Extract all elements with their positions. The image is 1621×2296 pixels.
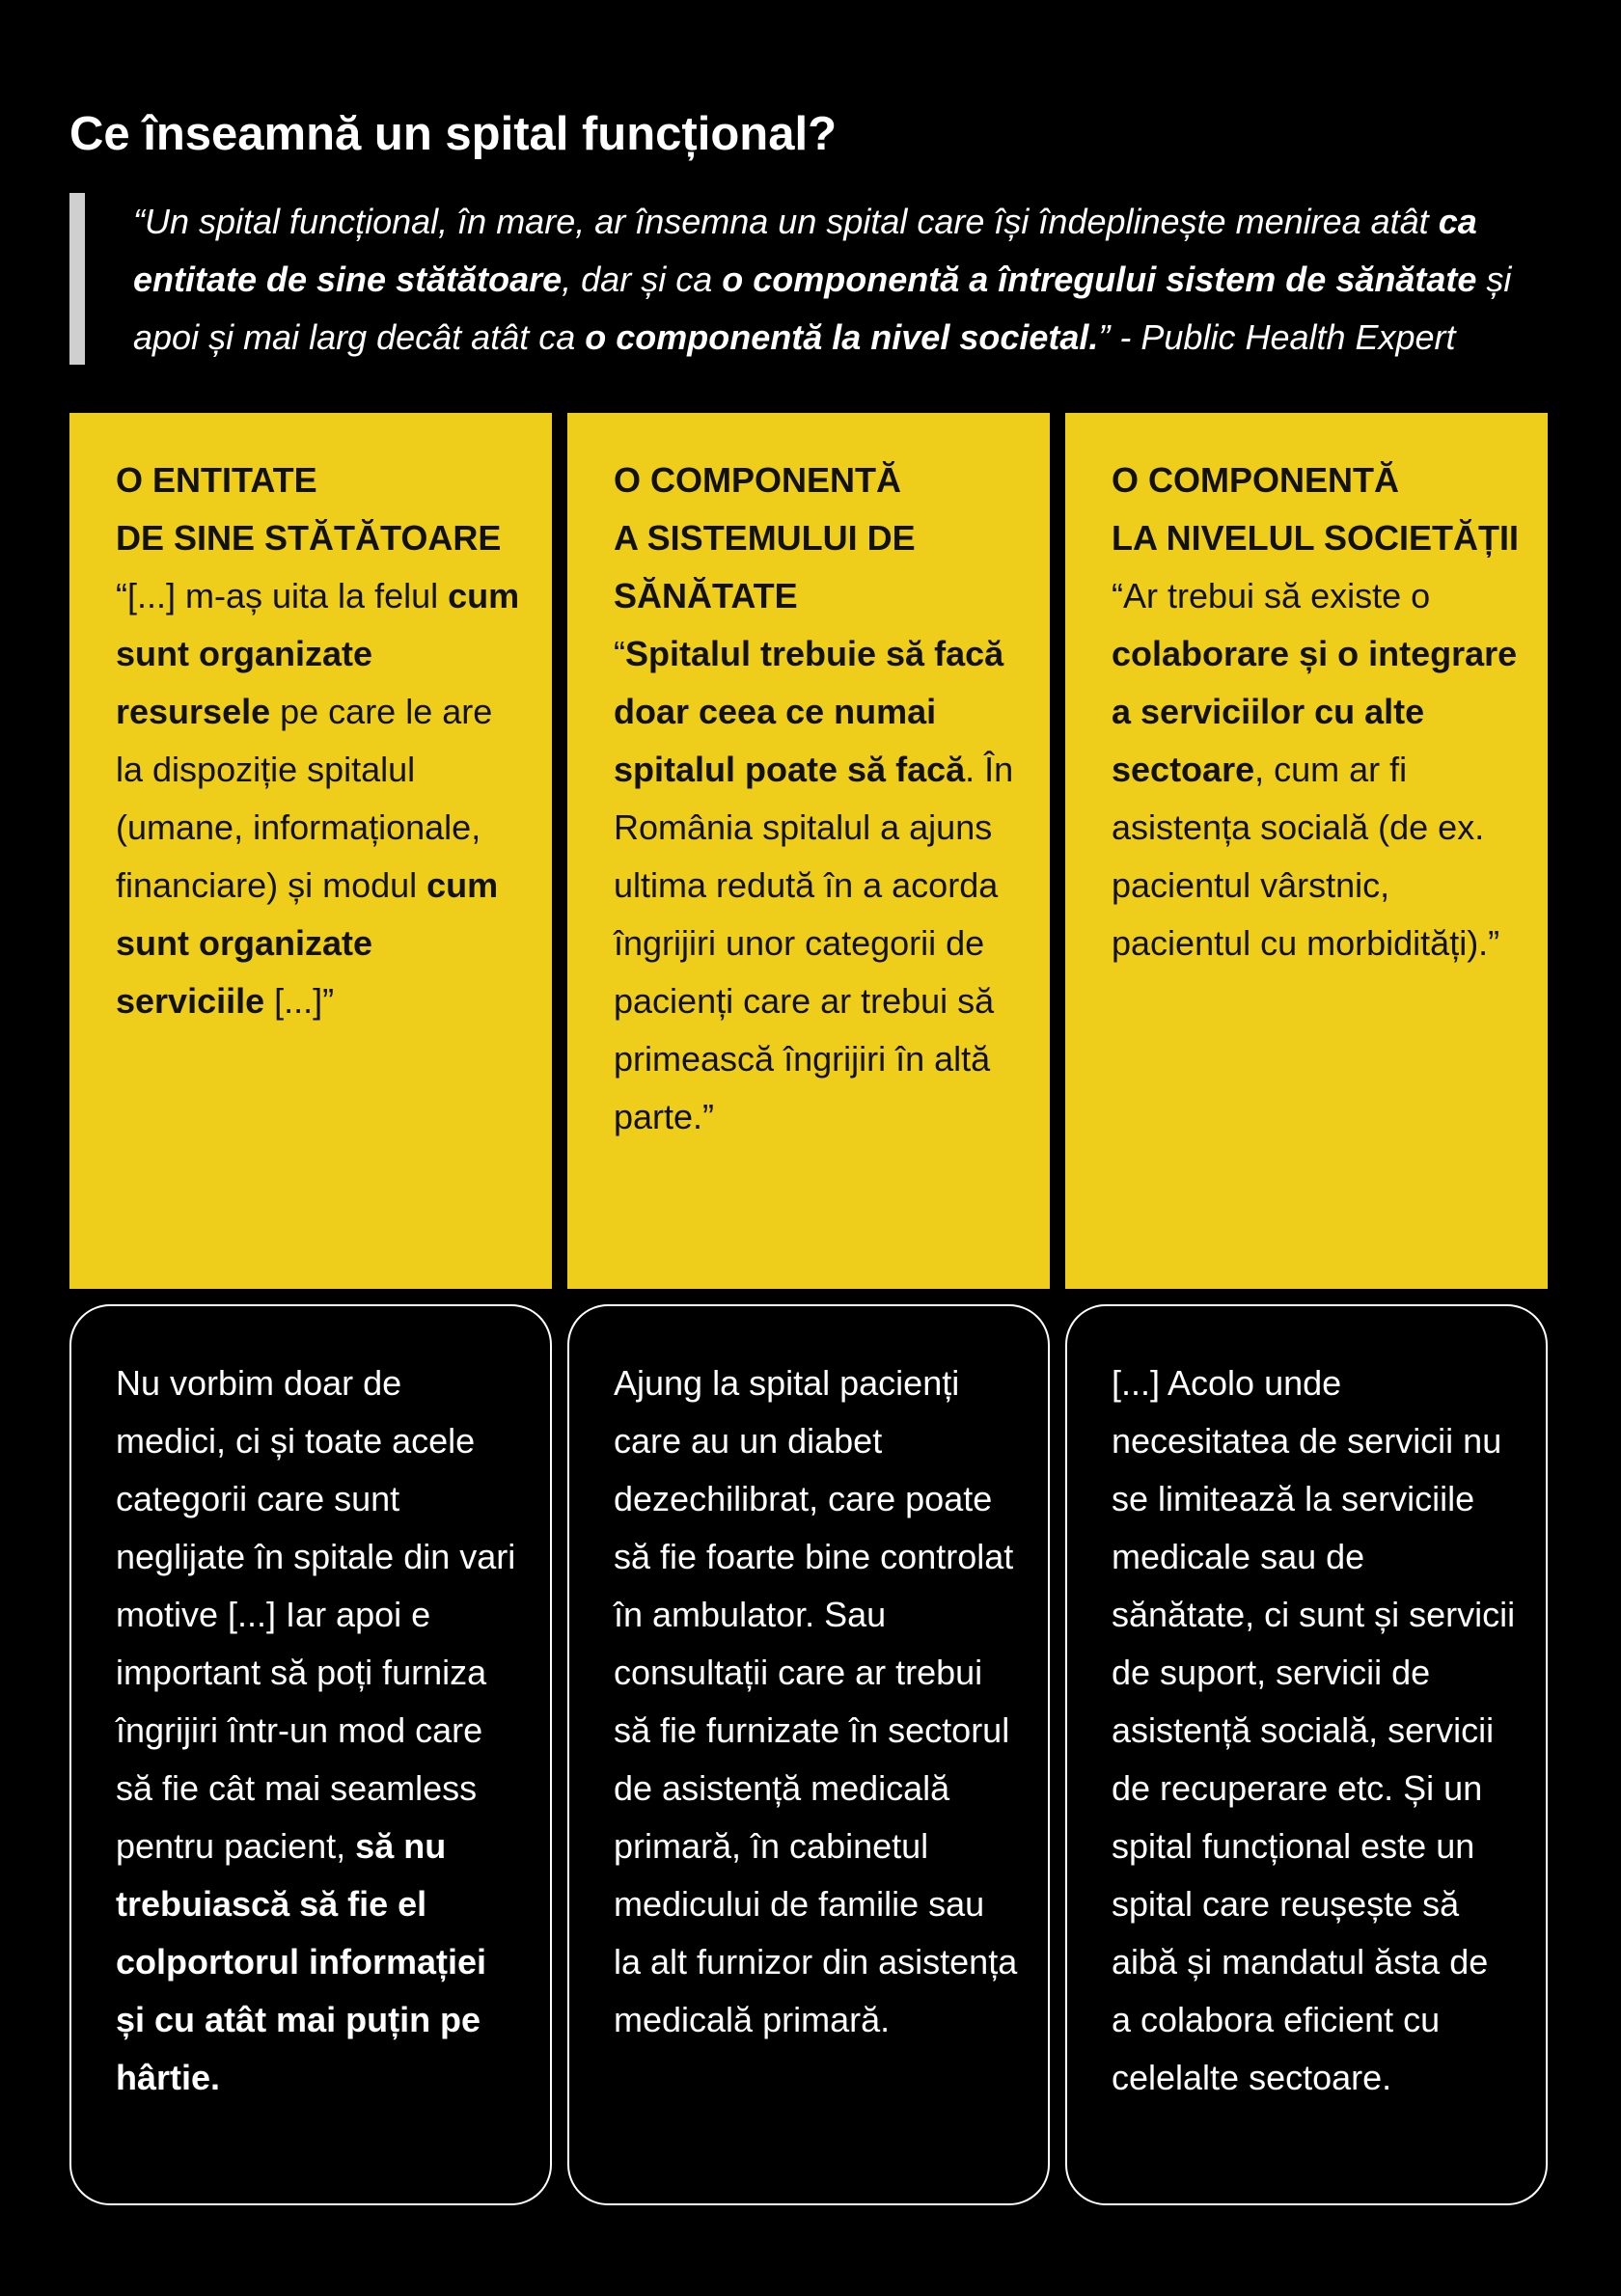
emphasis-text: ca entitate de sine stătătoare <box>133 202 1477 299</box>
text-segment: [...] Acolo unde necesitatea de servicii nu se limitează la serviciile medicale sau de sănătate, ci sunt și servicii de suport, servicii de asistență socială, servicii de recuperare etc. Și un spital funcțional este un spital care reușește să aibă și mandatul ăsta de a colabora eficient cu celelalte sectoare. <box>1112 1363 1516 2097</box>
text-segment: , cum ar fi asistența socială (de ex. pacientul vârstnic, pacientul cu morbidități).” <box>1112 750 1500 963</box>
detail-card-entitate <box>69 1304 552 2205</box>
text-segment: . În România spitalul a ajuns ultima redută în a acorda îngrijiri unor categorii de pacienți care ar trebui să primească îngrijiri în altă parte.” <box>614 750 1014 1136</box>
card-entitate-de-sine <box>69 413 552 1289</box>
card-quote <box>614 625 1021 1146</box>
card-componenta-societate <box>1065 413 1548 1289</box>
text-segment: “ <box>614 634 625 673</box>
emphasis-text: o componentă a întregului sistem de sănătate <box>722 260 1477 299</box>
emphasis-text: să nu trebuiască să fie el colportorul informației și cu atât mai puțin pe hârtie. <box>116 1826 487 2097</box>
emphasis-text: Spitalul trebuie să facă doar ceea ce numai spitalul poate să facă <box>614 634 1004 789</box>
detail-card-societate <box>1065 1304 1548 2205</box>
expert-quote <box>133 193 1561 367</box>
card-heading: O COMPONENTĂ LA NIVELUL SOCIETĂȚII <box>1112 460 1520 558</box>
text-segment: “Ar trebui să existe o <box>1112 576 1431 615</box>
detail-text <box>1112 1354 1517 2107</box>
card-heading: O COMPONENTĂ A SISTEMULUI DE SĂNĂTATE <box>614 460 916 615</box>
card-heading: O ENTITATE DE SINE STĂTĂTOARE <box>116 460 502 558</box>
emphasis-text: cum sunt organizate resursele <box>116 576 520 731</box>
emphasis-text: o componentă la nivel societal. <box>585 317 1099 357</box>
card-quote <box>1112 567 1519 972</box>
text-segment: Nu vorbim doar de medici, ci și toate acele categorii care sunt neglijate în spitale din vari motive [...] Iar apoi e important să poți furniza îngrijiri într-un mod care să fie cât mai seamless pentru pacient, <box>116 1363 516 1866</box>
text-segment: [...]” <box>264 981 335 1021</box>
detail-text <box>614 1354 1019 2049</box>
emphasis-text: colaborare și o integrare a serviciilor cu alte sectoare <box>1112 634 1518 789</box>
card-componenta-sistem <box>567 413 1050 1289</box>
emphasis-text: cum sunt organizate serviciile <box>116 865 499 1021</box>
text-segment: Ajung la spital pacienți care au un diabet dezechilibrat, care poate să fie foarte bine controlat în ambulator. Sau consultații care ar trebui să fie furnizate în sectorul de asistență medicală primară, în cabinetul medicului de familie sau la alt furnizor din asistența medicală primară. <box>614 1363 1018 2039</box>
card-quote <box>116 567 523 1030</box>
text-segment: , dar și ca <box>562 260 723 299</box>
text-segment: pe care le are la dispoziție spitalul (umane, informaționale, financiare) și modul <box>116 692 493 905</box>
detail-card-sistem <box>567 1304 1050 2205</box>
detail-text <box>116 1354 521 2107</box>
text-segment: “[...] m-aș uita la felul <box>116 576 449 615</box>
quote-accent-bar <box>69 193 85 365</box>
text-segment: ” - Public Health Expert <box>1098 317 1456 357</box>
text-segment: “Un spital funcțional, în mare, ar însemna un spital care își îndeplinește menirea atât <box>133 202 1439 241</box>
page-title: Ce înseamnă un spital funcțional? <box>69 108 838 160</box>
text-segment: și apoi și mai larg decât atât ca <box>133 260 1512 357</box>
